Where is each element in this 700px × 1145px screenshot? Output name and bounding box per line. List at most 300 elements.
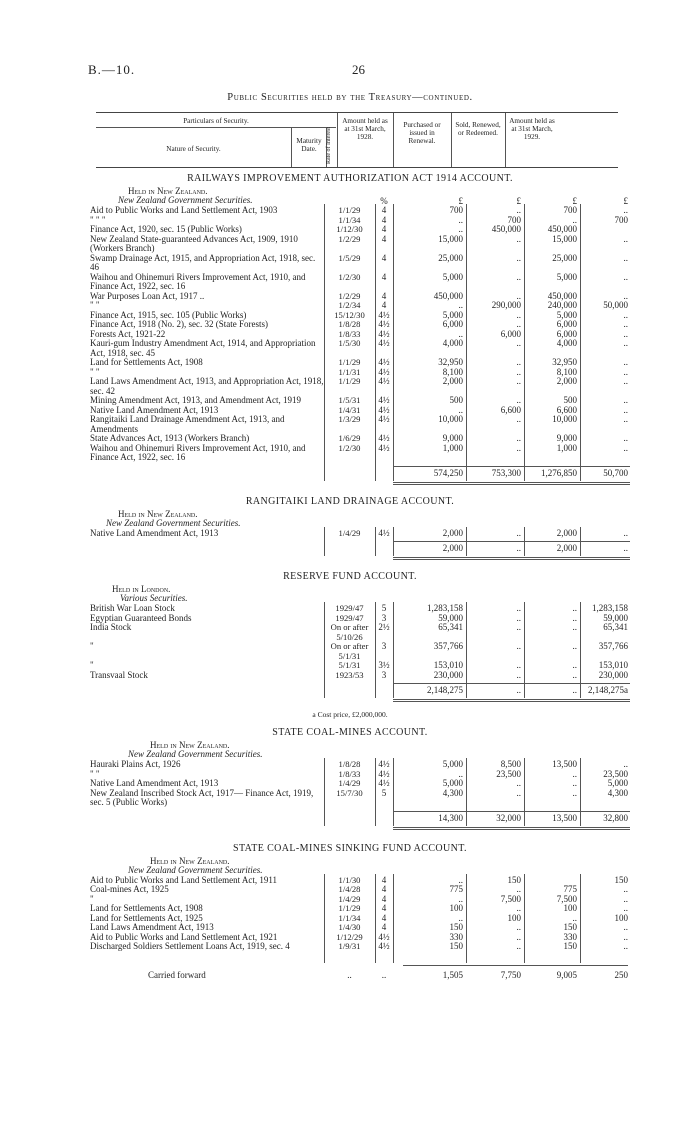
maturity-date: 5/1/31 (338, 660, 361, 670)
row-purchased: .. (516, 787, 521, 798)
interest-rate: 4 (381, 233, 387, 244)
row-held-1929: 50,000 (603, 300, 628, 310)
page-title: Public Securities held by the Treasury—continued. (227, 92, 473, 103)
purchased-unit: £ (516, 196, 521, 206)
security-name: Transvaal Stock (90, 669, 148, 680)
row-held-1929: .. (623, 233, 628, 244)
row-sold: 8,100 (556, 366, 577, 377)
security-name: Coal-mines Act, 1925 (90, 884, 169, 894)
total-held-1929: 2,148,275a (588, 685, 628, 695)
column-rule (466, 204, 467, 481)
row-held-1929: .. (623, 328, 628, 339)
security-name: " (90, 641, 94, 651)
row-purchased: .. (516, 395, 521, 405)
security-name: Finance Act, 1915, sec. 105 (Public Works) (90, 309, 247, 320)
row-held-1929: .. (623, 433, 628, 443)
row-held-1929: 1,283,158 (592, 603, 628, 613)
row-held-1929: 5,000 (607, 778, 628, 788)
row-held-1928: 5,000 (442, 759, 463, 769)
total-rule (393, 701, 630, 702)
row-held-1929: .. (623, 404, 628, 415)
row-held-1928: 230,000 (433, 669, 463, 680)
row-held-1928: 500 (449, 395, 463, 405)
maturity-date: 1/12/30 (336, 224, 363, 234)
maturity-header: Maturity Date. (296, 137, 322, 153)
row-held-1928: 5,000 (442, 309, 463, 320)
row-held-1929: 65,341 (603, 622, 628, 632)
row-held-1929: .. (623, 527, 628, 538)
maturity-date: 1/2/30 (338, 271, 361, 282)
security-name: Waihou and Ohinemuri Rivers Improvement Act, 1910, and Finance Act, 1922, sec. 16 (90, 442, 306, 462)
maturity-date: 1/6/29 (338, 433, 361, 443)
carried-forward-held-1929: 250 (614, 970, 628, 980)
maturity-date: 1/2/30 (338, 442, 361, 453)
total-held-1929: 50,700 (603, 467, 628, 478)
row-held-1929: .. (623, 931, 628, 942)
maturity-date: 1/4/29 (338, 778, 361, 788)
row-sold: 775 (563, 884, 577, 894)
carried-forward-held-1928: 1,505 (442, 970, 463, 980)
row-held-1929: 59,000 (603, 612, 628, 623)
carried-forward-purchased: 7,750 (500, 970, 521, 980)
security-name: Discharged Soldiers Settlement Loans Act, 1919, sec. 4 (90, 941, 290, 951)
security-name: Aid to Public Works and Land Settlement Act, 1911 (90, 874, 278, 885)
row-purchased: .. (516, 433, 521, 443)
total-purchased: .. (516, 685, 521, 695)
column-rule (324, 758, 325, 826)
row-held-1928: 32,950 (438, 357, 463, 367)
row-held-1928: 330 (449, 931, 463, 942)
security-name: Mining Amendment Act, 1913, and Amendment Act, 1919 (90, 395, 301, 405)
row-sold: 13,500 (552, 759, 577, 769)
security-name: Land Laws Amendment Act, 1913, and Appropriation Act, 1918, sec. 42 (90, 376, 324, 396)
carried-forward-label: Carried forward (148, 970, 206, 980)
column-rule (375, 758, 376, 826)
security-name: Waihou and Ohinemuri Rivers Improvement Act, 1910, and Finance Act, 1922, sec. 16 (90, 271, 306, 291)
row-held-1929: 153,010 (598, 660, 628, 670)
maturity-date: 1/1/29 (338, 205, 361, 215)
securities-kind-sinking: New Zealand Government Securities. (128, 864, 263, 875)
row-purchased: 150 (507, 874, 521, 885)
row-held-1929: .. (623, 759, 628, 769)
securities-kind-rangitaiki: New Zealand Government Securities. (106, 517, 241, 528)
interest-rate: 4 (381, 300, 387, 310)
column-rule (375, 527, 376, 557)
column-rule (580, 874, 581, 964)
security-name: " " (90, 768, 100, 779)
interest-rate: 3½ (378, 660, 390, 670)
interest-rate: 4 (381, 884, 387, 894)
security-name: Native Land Amendment Act, 1913 (90, 778, 219, 788)
row-held-1928: 2,000 (442, 376, 463, 386)
interest-rate: 4½ (378, 941, 390, 951)
row-held-1929: 4,300 (607, 787, 628, 798)
security-name: " " " (90, 214, 106, 225)
maturity-date: 1/1/34 (338, 912, 361, 923)
row-sold: .. (572, 612, 577, 623)
column-rule (324, 204, 325, 481)
maturity-date: 1/2/29 (338, 290, 361, 301)
row-held-1928: 100 (449, 903, 463, 913)
interest-rate: 4 (381, 214, 387, 225)
row-held-1929: .. (623, 319, 628, 329)
interest-rate: 4½ (378, 357, 390, 367)
row-purchased: .. (516, 903, 521, 913)
total-sold: .. (572, 685, 577, 695)
held-in-reserve: Held in London. (112, 584, 171, 594)
row-held-1929: .. (623, 338, 628, 348)
row-purchased: .. (516, 252, 521, 263)
row-purchased: .. (516, 319, 521, 329)
maturity-date: 1/4/30 (338, 922, 361, 932)
interest-rate: 3 (381, 641, 387, 651)
interest-rate: 4½ (378, 931, 390, 942)
row-purchased: .. (516, 660, 521, 670)
row-held-1928: .. (458, 224, 463, 234)
held-in-coal: Held in New Zealand. (150, 740, 230, 750)
row-purchased: 6,000 (500, 328, 521, 339)
maturity-date: 1/1/34 (338, 214, 361, 225)
interest-rate: 4 (381, 252, 387, 263)
section-title-sinking: STATE COAL-MINES SINKING FUND ACCOUNT. (233, 842, 467, 854)
maturity-date: 1/5/30 (338, 338, 361, 348)
section-title-railways: RAILWAYS IMPROVEMENT AUTHORIZATION ACT 1914 ACCOUNT. (187, 173, 513, 184)
security-name: Forests Act, 1921-22 (90, 328, 166, 339)
security-name: Land for Settlements Act, 1908 (90, 357, 203, 367)
interest-rate: 4 (381, 290, 387, 301)
row-purchased: 700 (507, 214, 521, 225)
row-sold: .. (572, 669, 577, 680)
column-rule (324, 874, 325, 964)
security-name: British War Loan Stock (90, 603, 175, 613)
row-held-1929: .. (623, 893, 628, 904)
row-held-1929: .. (623, 357, 628, 367)
row-purchased: .. (516, 205, 521, 215)
maturity-date: 1/2/34 (338, 300, 361, 310)
security-name: Land for Settlements Act, 1908 (90, 903, 203, 913)
row-purchased: .. (516, 271, 521, 282)
row-purchased: .. (516, 414, 521, 424)
maturity-date: 1929/47 (335, 603, 364, 613)
row-sold: 7,500 (556, 893, 577, 904)
maturity-date: 1/8/33 (338, 768, 361, 779)
row-purchased: .. (516, 884, 521, 894)
row-held-1929: .. (623, 884, 628, 894)
interest-rate: 4 (381, 893, 387, 904)
security-name: Land Laws Amendment Act, 1913 (90, 922, 214, 932)
row-purchased: 8,500 (500, 759, 521, 769)
row-held-1928: .. (458, 912, 463, 923)
maturity-date: 1/1/29 (338, 357, 361, 367)
maturity-date: 1/4/31 (338, 404, 361, 415)
maturity-date: 1/1/29 (338, 903, 361, 913)
row-held-1928: 65,341 (438, 622, 463, 632)
row-sold: 2,000 (556, 376, 577, 386)
row-purchased: .. (516, 442, 521, 453)
interest-rate: 4½ (378, 778, 390, 788)
row-sold: 15,000 (552, 233, 577, 244)
maturity-date: 1923/53 (335, 669, 364, 680)
row-sold: 9,000 (556, 433, 577, 443)
row-purchased: 6,600 (500, 404, 521, 415)
row-held-1928: 10,000 (438, 414, 463, 424)
row-held-1929: 700 (614, 214, 628, 225)
carried-forward-maturity: .. (347, 970, 352, 980)
row-held-1928: 15,000 (438, 233, 463, 244)
row-purchased: .. (516, 622, 521, 632)
interest-rate: 3 (381, 612, 387, 623)
interest-rate: 4 (381, 922, 387, 932)
row-held-1929: .. (623, 395, 628, 405)
interest-rate: 4½ (378, 404, 390, 415)
row-held-1928: 8,100 (442, 366, 463, 377)
row-purchased: .. (516, 922, 521, 932)
row-held-1928: 700 (449, 205, 463, 215)
row-purchased: 7,500 (500, 893, 521, 904)
held-in-sinking: Held in New Zealand. (150, 855, 230, 866)
column-rule (393, 874, 394, 964)
row-sold: 1,000 (556, 442, 577, 453)
interest-rate: 4½ (378, 768, 390, 779)
row-sold: 100 (563, 903, 577, 913)
row-held-1928: 25,000 (438, 252, 463, 263)
interest-rate: 4 (381, 205, 387, 215)
row-purchased: .. (516, 941, 521, 951)
row-held-1928: 1,283,158 (427, 603, 463, 613)
total-sold: 13,500 (552, 812, 577, 823)
security-name: Kauri-gum Industry Amendment Act, 1914, and Appropriation Act, 1918, sec. 45 (90, 338, 316, 358)
held-in-railways: Held in New Zealand. (128, 186, 208, 196)
column-rule (324, 602, 325, 698)
interest-rate: 4 (381, 903, 387, 913)
maturity-date: 1/1/30 (338, 874, 361, 885)
total-rule (393, 699, 630, 700)
security-name: War Purposes Loan Act, 1917 .. (90, 290, 205, 301)
row-held-1929: .. (623, 376, 628, 386)
row-sold: 2,000 (556, 527, 577, 538)
interest-rate: 4½ (378, 433, 390, 443)
row-held-1929: .. (623, 922, 628, 932)
column-rule (524, 874, 525, 964)
security-name: India Stock (90, 622, 132, 632)
total-held-1928: 2,148,275 (427, 685, 463, 695)
row-held-1929: .. (623, 903, 628, 913)
maturity-date: On or after 5/1/31 (330, 641, 369, 661)
row-sold: 32,950 (552, 357, 577, 367)
row-sold: 700 (563, 205, 577, 215)
row-sold: .. (572, 768, 577, 779)
row-sold: .. (572, 778, 577, 788)
total-rule (393, 557, 630, 558)
row-sold: 6,600 (556, 404, 577, 415)
row-held-1928: 150 (449, 941, 463, 951)
row-sold: 150 (563, 922, 577, 932)
column-rule (324, 527, 325, 557)
total-held-1928: 14,300 (438, 812, 463, 823)
row-purchased: 100 (507, 912, 521, 923)
row-held-1929: 23,500 (603, 768, 628, 779)
sold-unit: £ (572, 196, 577, 206)
row-sold: 450,000 (547, 224, 577, 234)
row-purchased: .. (516, 641, 521, 651)
row-held-1928: 450,000 (433, 290, 463, 301)
total-purchased: .. (516, 543, 521, 553)
row-sold: .. (572, 214, 577, 225)
row-purchased: .. (516, 612, 521, 623)
row-purchased: .. (516, 233, 521, 244)
row-held-1929: .. (623, 442, 628, 453)
interest-rate: 4½ (378, 414, 390, 424)
maturity-date: 1/5/31 (338, 395, 361, 405)
total-purchased: 753,300 (491, 467, 521, 478)
maturity-date: 1/9/31 (338, 941, 361, 951)
security-name: Aid to Public Works and Land Settlement Act, 1903 (90, 205, 278, 215)
interest-rate: 4½ (378, 376, 390, 386)
row-sold: .. (572, 912, 577, 923)
interest-rate: 4½ (378, 319, 390, 329)
row-sold: 6,000 (556, 328, 577, 339)
maturity-date: 1/5/29 (338, 252, 361, 263)
row-sold: 150 (563, 941, 577, 951)
row-purchased: .. (516, 309, 521, 320)
column-header (96, 112, 618, 168)
held-1929-unit: £ (623, 196, 628, 206)
row-sold: 10,000 (552, 414, 577, 424)
rate-unit: % (380, 196, 388, 206)
row-held-1928: 5,000 (442, 778, 463, 788)
security-name: Rangitaiki Land Drainage Amendment Act, 1913, and Amendments (90, 414, 285, 434)
security-name: " (90, 893, 94, 904)
total-sold: 1,276,850 (541, 467, 577, 478)
row-held-1928: .. (458, 893, 463, 904)
row-purchased: .. (516, 366, 521, 377)
row-held-1928: .. (458, 874, 463, 885)
interest-rate: 4 (381, 912, 387, 923)
maturity-date: 15/12/30 (334, 309, 365, 320)
row-held-1929: 100 (614, 912, 628, 923)
column-rule (375, 204, 376, 481)
row-purchased: .. (516, 931, 521, 942)
row-purchased: .. (516, 357, 521, 367)
maturity-date: On or after 5/10/26 (330, 622, 369, 642)
row-held-1929: .. (623, 205, 628, 215)
interest-rate: 5 (381, 603, 387, 613)
maturity-date: 15/7/30 (336, 787, 363, 798)
row-held-1929: .. (623, 271, 628, 282)
particulars-header: Particulars of Security. (183, 117, 249, 125)
page-number: 26 (352, 62, 365, 77)
security-name: Finance Act, 1920, sec. 15 (Public Works) (90, 224, 242, 234)
maturity-date: 1/1/29 (338, 376, 361, 386)
maturity-date: 1/4/29 (338, 527, 361, 538)
row-sold: 5,000 (556, 309, 577, 320)
row-held-1928: 775 (449, 884, 463, 894)
maturity-date: 1/4/29 (338, 893, 361, 904)
row-sold: .. (572, 787, 577, 798)
row-held-1929: 150 (614, 874, 628, 885)
row-purchased: 290,000 (491, 300, 521, 310)
maturity-date: 1/8/33 (338, 328, 361, 339)
maturity-date: 1/4/28 (338, 884, 361, 894)
interest-rate: 4½ (378, 395, 390, 405)
row-held-1928: 6,000 (442, 319, 463, 329)
row-held-1928: .. (458, 300, 463, 310)
column-rule (393, 204, 394, 481)
interest-rate: 4 (381, 224, 387, 234)
row-sold: .. (572, 641, 577, 651)
column-rule (375, 602, 376, 698)
row-sold: 4,000 (556, 338, 577, 348)
total-rule (393, 466, 630, 467)
row-held-1928: .. (458, 214, 463, 225)
row-held-1929: .. (623, 414, 628, 424)
total-held-1929: .. (623, 543, 628, 553)
row-purchased: .. (516, 376, 521, 386)
interest-rate: 4½ (378, 759, 390, 769)
column-rule (580, 204, 581, 481)
row-sold: .. (572, 660, 577, 670)
row-held-1928: 1,000 (442, 442, 463, 453)
section-title-rangitaiki: RANGITAIKI LAND DRAINAGE ACCOUNT. (245, 495, 455, 507)
interest-rate: 4½ (378, 366, 390, 377)
total-purchased: 32,000 (496, 812, 521, 823)
document-reference: B.—10. (88, 62, 136, 77)
row-held-1929: .. (623, 290, 628, 301)
nature-header: Nature of Security. (166, 145, 221, 153)
total-rule (393, 827, 630, 828)
interest-rate: 4 (381, 874, 387, 885)
maturity-date: 1/3/29 (338, 414, 361, 424)
security-name: " " (90, 366, 100, 377)
security-name: Hauraki Plains Act, 1926 (90, 759, 181, 769)
held-in-rangitaiki: Held in New Zealand. (118, 508, 198, 519)
security-name: Native Land Amendment Act, 1913 (90, 527, 219, 538)
interest-rate: 4½ (378, 328, 390, 339)
total-rule (393, 811, 630, 812)
securities-kind-reserve: Various Securities. (120, 593, 188, 603)
row-held-1928: .. (458, 328, 463, 339)
row-held-1928: 4,000 (442, 338, 463, 348)
interest-rate: 4 (381, 271, 387, 282)
footnote: a Cost price, £2,000,000. (312, 710, 388, 719)
interest-rate: 4½ (378, 527, 390, 538)
security-name: Swamp Drainage Act, 1915, and Appropriation Act, 1918, sec. 46 (90, 252, 316, 272)
security-name: Finance Act, 1918 (No. 2), sec. 32 (State Forests) (90, 319, 268, 329)
row-held-1928: 2,000 (442, 527, 463, 538)
carried-forward-rule (403, 965, 628, 966)
purchased-header: Purchased or issued in Renewal. (403, 121, 441, 145)
column-rule (466, 874, 467, 964)
security-name: New Zealand Inscribed Stock Act, 1917— Finance Act, 1919, sec. 5 (Public Works) (90, 787, 314, 807)
security-name: State Advances Act, 1913 (Workers Branch) (90, 433, 250, 443)
row-purchased: .. (516, 603, 521, 613)
carried-forward-sold: 9,005 (556, 970, 577, 980)
security-name: Egyptian Guaranteed Bonds (90, 612, 192, 623)
held-1928-unit: £ (458, 196, 463, 206)
security-name: Native Land Amendment Act, 1913 (90, 404, 219, 415)
row-sold: 500 (563, 395, 577, 405)
row-purchased: 450,000 (491, 224, 521, 234)
row-held-1929: .. (623, 252, 628, 263)
row-sold: .. (572, 603, 577, 613)
section-title-coal: STATE COAL-MINES ACCOUNT. (272, 727, 428, 738)
security-name: Aid to Public Works and Land Settlement Act, 1921 (90, 931, 278, 942)
held-1928-header: Amount held as at 31st March, 1928. (342, 117, 388, 141)
security-name: " (90, 660, 94, 670)
row-held-1928: .. (458, 768, 463, 779)
row-sold: 240,000 (547, 300, 577, 310)
securities-kind-railways: New Zealand Government Securities. (118, 195, 253, 205)
